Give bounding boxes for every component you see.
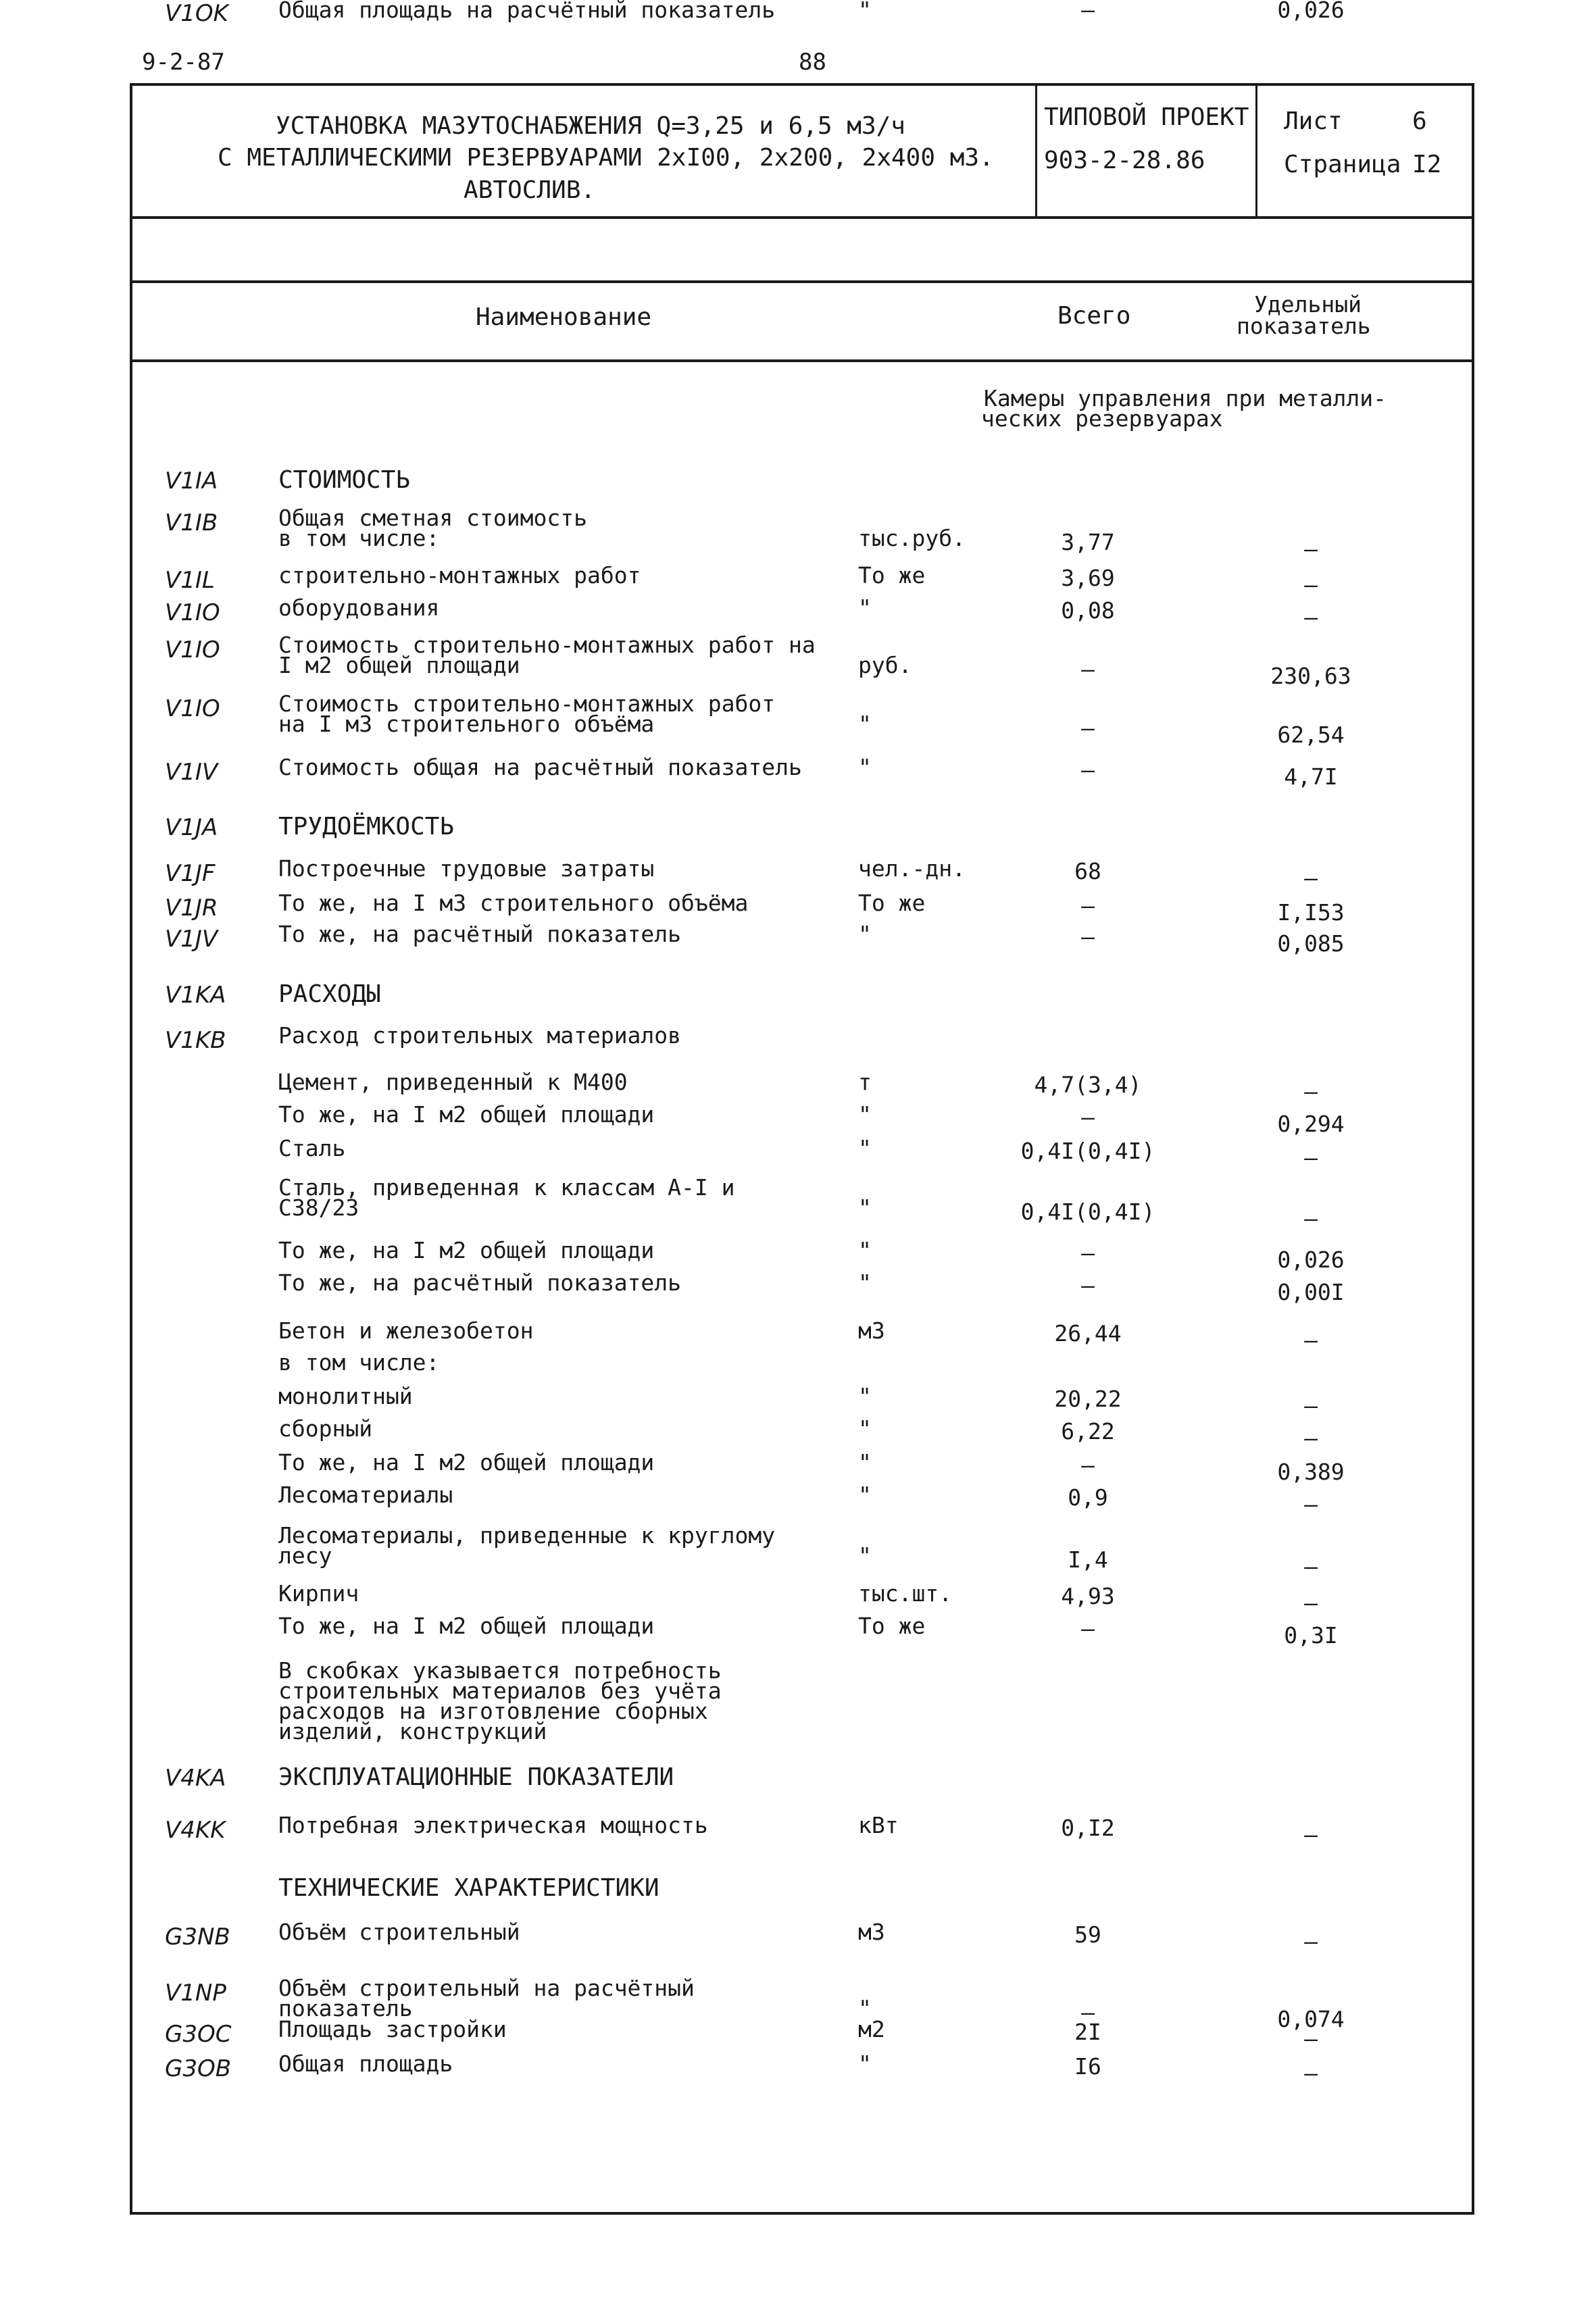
row-total: 0,4I(0,4I) bbox=[1020, 1199, 1155, 1225]
row-code: V4KA bbox=[165, 1765, 226, 1792]
row-name: То же, на I м2 общей площади bbox=[278, 1449, 655, 1476]
row-name: Сталь bbox=[278, 1135, 346, 1161]
row-name: Общая сметная стоимость bbox=[278, 505, 587, 531]
document-code: 9-2-87 bbox=[142, 49, 225, 76]
row-total: 6,22 bbox=[1061, 1418, 1115, 1444]
section-heading: ЭКСПЛУАТАЦИОННЫЕ ПОКАЗАТЕЛИ bbox=[278, 1763, 674, 1791]
row-total: – bbox=[1081, 757, 1095, 783]
row-name: Кирпич bbox=[278, 1580, 359, 1607]
row-name: на I м3 строительного объёма bbox=[278, 711, 655, 737]
row-specific: I,I53 bbox=[1277, 899, 1345, 926]
row-total: – bbox=[1081, 1104, 1095, 1130]
page-number: 88 bbox=[799, 49, 826, 76]
title-divider-2 bbox=[1255, 83, 1257, 218]
row-specific: – bbox=[1304, 1821, 1318, 1848]
page-value: I2 bbox=[1412, 151, 1442, 178]
row-unit: " bbox=[858, 711, 872, 737]
row-total: – bbox=[1081, 0, 1095, 23]
row-specific: – bbox=[1304, 1928, 1318, 1955]
project-label: ТИПОВОЙ ПРОЕКТ bbox=[1044, 103, 1249, 131]
row-unit: " bbox=[858, 1449, 872, 1476]
row-total: – bbox=[1081, 715, 1095, 741]
frame-bottom bbox=[130, 2212, 1474, 2215]
row-unit: м2 bbox=[858, 2016, 885, 2042]
row-specific: – bbox=[1304, 1425, 1318, 1451]
row-specific: 62,54 bbox=[1277, 722, 1345, 748]
row-name: Цемент, приведенный к М400 bbox=[278, 1069, 628, 1095]
row-specific: 4,7I bbox=[1284, 763, 1338, 790]
row-total: – bbox=[1081, 924, 1095, 950]
row-unit: тыс.шт. bbox=[858, 1580, 953, 1607]
row-total: 0,9 bbox=[1068, 1484, 1108, 1511]
row-code: G3OC bbox=[165, 2021, 232, 2048]
row-total: 0,I2 bbox=[1061, 1815, 1115, 1841]
row-name: Стоимость строительно-монтажных работ на bbox=[278, 632, 816, 658]
row-code: V1IV bbox=[165, 759, 218, 786]
row-specific: 0,389 bbox=[1277, 1459, 1345, 1485]
row-name: Стоимость строительно-монтажных работ bbox=[278, 690, 776, 717]
row-name: Объём строительный на расчётный bbox=[278, 1975, 695, 2001]
row-unit: тыс.руб. bbox=[858, 525, 966, 551]
subtitle-line-2: ческих резервуарах bbox=[981, 405, 1223, 432]
row-unit: " bbox=[858, 0, 872, 23]
row-specific: 0,074 bbox=[1277, 2006, 1345, 2032]
title-line-3: АВТОСЛИВ. bbox=[464, 176, 596, 204]
sheet-label: Лист bbox=[1284, 107, 1343, 135]
row-specific: – bbox=[1304, 2060, 1318, 2086]
row-name: лесу bbox=[278, 1542, 332, 1569]
row-unit: " bbox=[858, 1101, 872, 1128]
row-code: G3OB bbox=[165, 2055, 232, 2082]
row-code: V1KB bbox=[165, 1027, 226, 1054]
row-code: V1KA bbox=[165, 982, 226, 1009]
row-name: С38/23 bbox=[278, 1194, 359, 1221]
row-code: V1IO bbox=[165, 599, 220, 626]
section-heading: ТРУДОЁМКОСТЬ bbox=[278, 813, 455, 840]
row-name: изделий, конструкций bbox=[278, 1718, 547, 1744]
row-code: V1JA bbox=[165, 814, 218, 841]
row-unit: " bbox=[858, 1237, 872, 1263]
column-header-line bbox=[130, 359, 1474, 362]
row-total: 26,44 bbox=[1054, 1320, 1122, 1347]
row-name: Бетон и железобетон bbox=[278, 1317, 534, 1344]
row-total: – bbox=[1081, 1615, 1095, 1642]
row-specific: – bbox=[1304, 1145, 1318, 1171]
row-unit: " bbox=[858, 2051, 872, 2077]
row-total: – bbox=[1081, 1999, 1095, 2026]
row-name: Общая площадь bbox=[278, 2051, 453, 2077]
title-bottom-line bbox=[130, 216, 1474, 219]
row-specific: – bbox=[1304, 865, 1318, 891]
row-name: Сталь, приведенная к классам А-I и bbox=[278, 1174, 735, 1201]
row-code: V4KK bbox=[165, 1817, 226, 1844]
row-code: V1NP bbox=[165, 1980, 226, 2007]
page-label: Страница bbox=[1284, 151, 1401, 178]
sheet-value: 6 bbox=[1412, 107, 1427, 135]
row-unit: т bbox=[858, 1069, 872, 1095]
row-name: То же, на I м2 общей площади bbox=[278, 1101, 655, 1128]
row-total: 20,22 bbox=[1054, 1386, 1122, 1412]
row-code: V1JF bbox=[165, 860, 216, 887]
row-name: Стоимость общая на расчётный показатель bbox=[278, 754, 802, 780]
row-unit: " bbox=[858, 1415, 872, 1442]
row-name: оборудования bbox=[278, 595, 440, 621]
row-unit: м3 bbox=[858, 1919, 885, 1945]
row-unit: " bbox=[858, 1194, 872, 1221]
row-code: V1OK bbox=[165, 0, 228, 27]
section-heading: РАСХОДЫ bbox=[278, 980, 381, 1008]
row-specific: – bbox=[1304, 1553, 1318, 1580]
row-specific: – bbox=[1304, 1392, 1318, 1419]
row-name: Площадь застройки bbox=[278, 2016, 507, 2042]
row-specific: – bbox=[1304, 1078, 1318, 1105]
row-total: 3,77 bbox=[1061, 529, 1115, 555]
row-unit: чел.-дн. bbox=[858, 855, 966, 882]
section-heading: ТЕХНИЧЕСКИЕ ХАРАКТЕРИСТИКИ bbox=[278, 1874, 659, 1902]
row-unit: То же bbox=[858, 890, 926, 916]
row-unit: То же bbox=[858, 562, 926, 588]
row-total: – bbox=[1081, 656, 1095, 682]
row-name: монолитный bbox=[278, 1383, 413, 1409]
row-unit: " bbox=[858, 921, 872, 947]
row-specific: – bbox=[1304, 572, 1318, 598]
column-specific-header-1: Удельный bbox=[1254, 291, 1362, 318]
row-code: V1IB bbox=[165, 509, 218, 536]
row-name: в том числе: bbox=[278, 1349, 440, 1376]
row-specific: – bbox=[1304, 2026, 1318, 2052]
row-name: То же, на I м3 строительного объёма bbox=[278, 890, 749, 916]
row-specific: 0,026 bbox=[1277, 1247, 1345, 1273]
row-specific: – bbox=[1304, 1590, 1318, 1616]
section-heading: СТОИМОСТЬ bbox=[278, 466, 411, 494]
row-code: V1JV bbox=[165, 926, 218, 953]
row-specific: – bbox=[1304, 1491, 1318, 1517]
row-total: 3,69 bbox=[1061, 565, 1115, 591]
row-name: То же, на I м2 общей площади bbox=[278, 1613, 655, 1639]
row-total: I6 bbox=[1074, 2053, 1101, 2080]
row-total: 4,7(3,4) bbox=[1034, 1072, 1142, 1098]
row-name: Лесоматериалы bbox=[278, 1482, 453, 1508]
row-unit: " bbox=[858, 1135, 872, 1161]
row-name: расходов на изготовление сборных bbox=[278, 1698, 708, 1724]
row-code: V1IO bbox=[165, 636, 220, 663]
row-unit: " bbox=[858, 1269, 872, 1296]
row-unit: То же bbox=[858, 1613, 926, 1639]
row-name: показатель bbox=[278, 1995, 413, 2021]
row-specific: – bbox=[1304, 536, 1318, 562]
row-unit: руб. bbox=[858, 652, 912, 678]
row-unit: " bbox=[858, 595, 872, 621]
row-name: Потребная электрическая мощность bbox=[278, 1812, 708, 1838]
row-total: I,4 bbox=[1068, 1546, 1108, 1573]
row-unit: " bbox=[858, 754, 872, 780]
row-name: строительных материалов без учёта bbox=[278, 1678, 722, 1704]
row-name: То же, на расчётный показатель bbox=[278, 1269, 682, 1296]
row-total: – bbox=[1081, 1452, 1095, 1478]
row-total: 4,93 bbox=[1061, 1583, 1115, 1609]
column-name-header: Наименование bbox=[476, 303, 652, 331]
row-total: 68 bbox=[1074, 858, 1101, 884]
row-name: I м2 общей площади bbox=[278, 652, 520, 678]
row-unit: кВт bbox=[858, 1812, 899, 1838]
row-total: – bbox=[1081, 1272, 1095, 1299]
subtitle-line-1: Камеры управления при металли- bbox=[984, 385, 1387, 411]
row-total: – bbox=[1081, 892, 1095, 919]
row-unit: " bbox=[858, 1383, 872, 1409]
row-total: 0,4I(0,4I) bbox=[1020, 1138, 1155, 1164]
row-unit: м3 bbox=[858, 1317, 885, 1344]
row-name: В скобках указывается потребность bbox=[278, 1657, 722, 1684]
row-total: – bbox=[1081, 1240, 1095, 1266]
project-code: 903-2-28.86 bbox=[1044, 147, 1205, 174]
row-name: То же, на I м2 общей площади bbox=[278, 1237, 655, 1263]
row-specific: 0,026 bbox=[1277, 0, 1345, 23]
row-total: 59 bbox=[1074, 1921, 1101, 1948]
row-code: G3NB bbox=[165, 1923, 230, 1951]
row-name: Расход строительных материалов bbox=[278, 1022, 682, 1049]
row-name: То же, на расчётный показатель bbox=[278, 921, 682, 947]
title-divider-1 bbox=[1035, 83, 1037, 218]
row-name: в том числе: bbox=[278, 525, 440, 551]
frame-left bbox=[130, 83, 132, 2215]
row-unit: " bbox=[858, 1542, 872, 1569]
row-name: Общая площадь на расчётный показатель bbox=[278, 0, 776, 23]
row-specific: 230,63 bbox=[1270, 663, 1351, 689]
row-specific: – bbox=[1304, 1327, 1318, 1353]
row-name: Объём строительный bbox=[278, 1919, 520, 1945]
title-line-1: УСТАНОВКА МАЗУТОСНАБЖЕНИЯ Q=3,25 и 6,5 м3/ч bbox=[276, 112, 905, 140]
blank-row-line bbox=[130, 280, 1474, 283]
row-specific: 0,085 bbox=[1277, 930, 1345, 957]
row-specific: 0,3I bbox=[1284, 1622, 1338, 1649]
row-total: 2I bbox=[1074, 2019, 1101, 2045]
row-name: Построечные трудовые затраты bbox=[278, 855, 655, 882]
title-line-2: С МЕТАЛЛИЧЕСКИМИ РЕЗЕРВУАРАМИ 2хI00, 2х200, 2х400 м3. bbox=[218, 144, 994, 172]
row-specific: 0,294 bbox=[1277, 1111, 1345, 1137]
column-total-header: Всего bbox=[1057, 302, 1131, 330]
row-name: Лесоматериалы, приведенные к круглому bbox=[278, 1522, 776, 1549]
column-specific-header-2: показатель bbox=[1237, 313, 1371, 339]
frame-right bbox=[1472, 83, 1474, 2215]
row-code: V1IA bbox=[165, 468, 218, 495]
row-unit: " bbox=[858, 1995, 872, 2021]
row-specific: – bbox=[1304, 1205, 1318, 1232]
row-unit: " bbox=[858, 1482, 872, 1508]
row-name: сборный bbox=[278, 1415, 373, 1442]
row-total: 0,08 bbox=[1061, 597, 1115, 624]
row-name: строительно-монтажных работ bbox=[278, 562, 641, 588]
row-code: V1JR bbox=[165, 895, 218, 922]
row-code: V1IO bbox=[165, 695, 220, 722]
row-specific: – bbox=[1304, 604, 1318, 630]
row-specific: 0,00I bbox=[1277, 1279, 1345, 1305]
row-code: V1IL bbox=[165, 567, 215, 594]
frame-top bbox=[130, 83, 1474, 86]
